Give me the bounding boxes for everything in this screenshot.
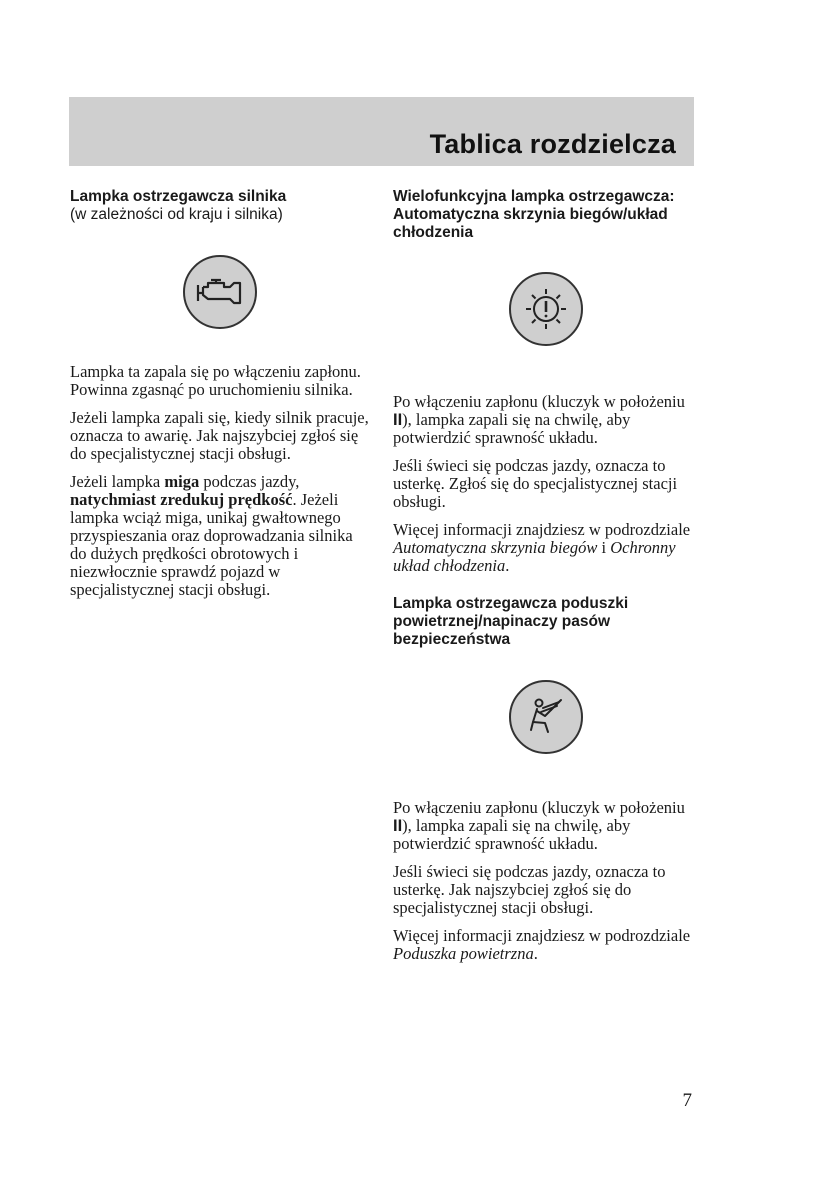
airbag-warning-icon bbox=[509, 680, 583, 754]
text-span: Po włączeniu zapłonu (kluczyk w położeniu bbox=[393, 798, 685, 817]
engine-warning-heading: Lampka ostrzegawcza silnika bbox=[70, 188, 287, 205]
multifunction-paragraph-2: Jeśli świeci się podczas jazdy, oznacza to usterkę. Zgłoś się do specjalistycznej stacji obsługi. bbox=[393, 456, 678, 511]
multifunction-paragraph-3 bbox=[393, 521, 698, 575]
bold-span: II bbox=[393, 411, 403, 429]
text-span: . bbox=[533, 944, 538, 963]
text-span: Po włączeniu zapłonu (kluczyk w położeniu bbox=[393, 392, 685, 411]
text-span: ), lampka zapali się na chwilę, aby potwierdzić sprawność układu. bbox=[393, 816, 631, 853]
text-span: . bbox=[505, 556, 510, 575]
italic-span: Poduszka powietrzna bbox=[393, 944, 534, 963]
engine-warning-subheading: (w zależności od kraju i silnika) bbox=[70, 206, 283, 223]
text-span: Więcej informacji znajdziesz w podrozdziale bbox=[393, 520, 691, 539]
engine-paragraph-1: Lampka ta zapala się po włączeniu zapłonu. Powinna zgasnąć po uruchomieniu silnika. bbox=[70, 362, 361, 399]
airbag-icon-wrap bbox=[393, 680, 698, 754]
airbag-paragraph-3 bbox=[393, 927, 698, 963]
engine-paragraph-2: Jeżeli lampka zapali się, kiedy silnik pracuje, oznacza to awarię. Jak najszybciej zgłoś się do specjalistycznej stacji obsługi. bbox=[70, 408, 369, 463]
bold-span: II bbox=[393, 817, 403, 835]
left-column bbox=[70, 188, 370, 609]
multifunction-warning-icon bbox=[509, 272, 583, 346]
page-number: 7 bbox=[682, 1090, 692, 1111]
header-band bbox=[69, 97, 694, 166]
right-column bbox=[393, 188, 698, 973]
bold-span: natychmiast zredukuj prędkość bbox=[70, 490, 293, 509]
text-span: ), lampka zapali się na chwilę, aby potwierdzić sprawność układu. bbox=[393, 410, 631, 447]
text-span: podczas jazdy, bbox=[199, 472, 300, 491]
italic-span: Automatyczna skrzynia biegów bbox=[393, 538, 598, 557]
text-span: Jeżeli lampka bbox=[70, 472, 165, 491]
page-title: Tablica rozdzielcza bbox=[429, 129, 676, 159]
multifunction-paragraph-1 bbox=[393, 393, 698, 447]
italic-span: Ochronny układ chłodzenia bbox=[393, 538, 676, 575]
multifunction-warning-heading: Wielofunkcyjna lampka ostrzegawcza: Automatyczna skrzynia biegów/układ chłodzenia bbox=[393, 188, 675, 241]
airbag-paragraph-2: Jeśli świeci się podczas jazdy, oznacza to usterkę. Jak najszybciej zgłoś się do specjalistycznej stacji obsługi. bbox=[393, 862, 666, 917]
airbag-paragraph-1 bbox=[393, 799, 698, 853]
text-span: . Jeżeli lampka wciąż miga, unikaj gwałtownego przyspieszania oraz doprowadzania silnika do dużych prędkości obrotowych i niezwłocznie sprawdź pojazd w specjalistycznej stacji obsługi. bbox=[70, 490, 353, 599]
text-span: Więcej informacji znajdziesz w podrozdziale bbox=[393, 926, 691, 945]
engine-warning-icon bbox=[183, 255, 257, 329]
engine-icon-wrap bbox=[70, 255, 370, 329]
bold-span: miga bbox=[164, 472, 200, 491]
text-span: i bbox=[597, 538, 611, 557]
engine-paragraph-3 bbox=[70, 473, 370, 599]
multifunction-icon-wrap bbox=[393, 272, 698, 346]
airbag-warning-heading: Lampka ostrzegawcza poduszki powietrznej/napinaczy pasów bezpieczeństwa bbox=[393, 595, 629, 648]
